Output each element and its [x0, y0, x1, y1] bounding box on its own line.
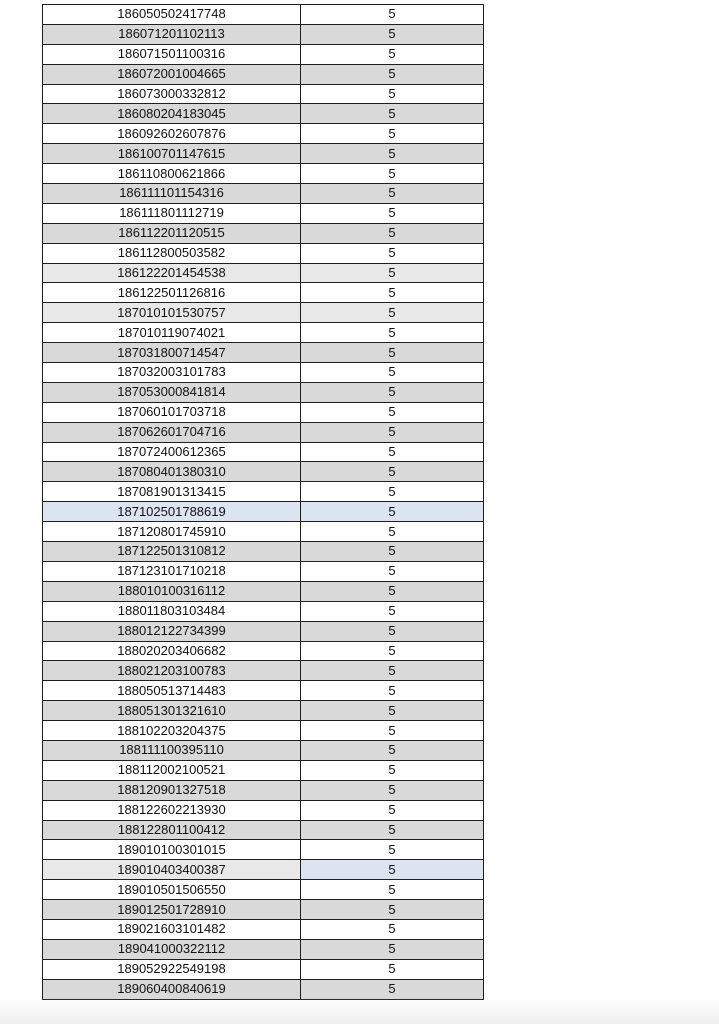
table-row — [43, 363, 484, 383]
id-cell[interactable]: 186122201454538 — [43, 263, 301, 283]
value-cell[interactable]: 5 — [301, 860, 484, 880]
table-row — [43, 263, 484, 283]
id-cell[interactable]: 188010100316112 — [43, 581, 301, 601]
table-row — [43, 442, 484, 462]
table-row — [43, 164, 484, 184]
id-cell[interactable]: 186080204183045 — [43, 104, 301, 124]
value-cell[interactable]: 5 — [301, 880, 484, 900]
table-row — [43, 919, 484, 939]
table-row — [43, 959, 484, 979]
value-cell[interactable]: 5 — [301, 84, 484, 104]
table-row — [43, 184, 484, 204]
value-cell[interactable]: 5 — [301, 442, 484, 462]
value-cell[interactable]: 5 — [301, 64, 484, 84]
table-row — [43, 721, 484, 741]
id-cell[interactable]: 188112002100521 — [43, 760, 301, 780]
id-cell[interactable]: 187102501788619 — [43, 502, 301, 522]
id-cell[interactable]: 189010100301015 — [43, 840, 301, 860]
value-cell[interactable]: 5 — [301, 959, 484, 979]
table-row — [43, 24, 484, 44]
value-cell[interactable]: 5 — [301, 641, 484, 661]
table-row — [43, 581, 484, 601]
table-row — [43, 303, 484, 323]
table-row — [43, 203, 484, 223]
id-cell[interactable]: 187010101530757 — [43, 303, 301, 323]
table-row — [43, 124, 484, 144]
id-cell[interactable]: 186071201102113 — [43, 24, 301, 44]
id-cell[interactable]: 188051301321610 — [43, 701, 301, 721]
table-row — [43, 64, 484, 84]
value-cell[interactable]: 5 — [301, 184, 484, 204]
table-row — [43, 621, 484, 641]
value-cell[interactable]: 5 — [301, 661, 484, 681]
table-row — [43, 382, 484, 402]
table-row — [43, 820, 484, 840]
table-row — [43, 780, 484, 800]
value-cell[interactable]: 5 — [301, 561, 484, 581]
value-cell[interactable]: 5 — [301, 144, 484, 164]
value-cell[interactable]: 5 — [301, 701, 484, 721]
id-cell[interactable]: 188012122734399 — [43, 621, 301, 641]
table-row — [43, 144, 484, 164]
value-cell[interactable]: 5 — [301, 24, 484, 44]
value-cell[interactable]: 5 — [301, 164, 484, 184]
value-cell[interactable]: 5 — [301, 263, 484, 283]
id-cell[interactable]: 187122501310812 — [43, 542, 301, 562]
value-cell[interactable]: 5 — [301, 800, 484, 820]
id-cell[interactable]: 187053000841814 — [43, 382, 301, 402]
id-cell[interactable]: 186112800503582 — [43, 243, 301, 263]
id-cell[interactable]: 186072001004665 — [43, 64, 301, 84]
table-row — [43, 343, 484, 363]
table-row — [43, 880, 484, 900]
value-cell[interactable]: 5 — [301, 820, 484, 840]
id-cell[interactable]: 189010501506550 — [43, 880, 301, 900]
value-cell[interactable]: 5 — [301, 104, 484, 124]
table-row — [43, 462, 484, 482]
table-row — [43, 681, 484, 701]
table-row — [43, 402, 484, 422]
value-cell[interactable]: 5 — [301, 243, 484, 263]
value-cell[interactable]: 5 — [301, 303, 484, 323]
id-cell[interactable]: 186111101154316 — [43, 184, 301, 204]
value-cell[interactable]: 5 — [301, 223, 484, 243]
value-cell[interactable]: 5 — [301, 402, 484, 422]
id-cell[interactable]: 188122602213930 — [43, 800, 301, 820]
value-cell[interactable]: 5 — [301, 900, 484, 920]
id-cell[interactable]: 188102203204375 — [43, 721, 301, 741]
value-cell[interactable]: 5 — [301, 721, 484, 741]
table-row — [43, 740, 484, 760]
value-cell[interactable]: 5 — [301, 343, 484, 363]
table-row — [43, 900, 484, 920]
id-cell[interactable]: 187062601704716 — [43, 422, 301, 442]
id-cell[interactable]: 187123101710218 — [43, 561, 301, 581]
id-cell[interactable]: 186110800621866 — [43, 164, 301, 184]
id-cell[interactable]: 188011803103484 — [43, 601, 301, 621]
table-row — [43, 840, 484, 860]
value-cell[interactable]: 5 — [301, 740, 484, 760]
value-cell[interactable]: 5 — [301, 681, 484, 701]
id-cell[interactable]: 187060101703718 — [43, 402, 301, 422]
table-row — [43, 979, 484, 999]
id-cell[interactable]: 186122501126816 — [43, 283, 301, 303]
id-cell[interactable]: 187072400612365 — [43, 442, 301, 462]
id-cell[interactable]: 186050502417748 — [43, 5, 301, 25]
value-cell[interactable]: 5 — [301, 939, 484, 959]
id-cell[interactable]: 188122801100412 — [43, 820, 301, 840]
table-row — [43, 44, 484, 64]
value-cell[interactable]: 5 — [301, 422, 484, 442]
table-row — [43, 243, 484, 263]
value-cell[interactable]: 5 — [301, 502, 484, 522]
table-row — [43, 701, 484, 721]
value-cell[interactable]: 5 — [301, 979, 484, 999]
table-row — [43, 561, 484, 581]
id-cell[interactable]: 187120801745910 — [43, 522, 301, 542]
table-row — [43, 800, 484, 820]
id-cell[interactable]: 187081901313415 — [43, 482, 301, 502]
id-cell[interactable]: 188120901327518 — [43, 780, 301, 800]
value-cell[interactable]: 5 — [301, 5, 484, 25]
page-bottom-edge — [0, 998, 719, 1024]
id-cell[interactable]: 186092602607876 — [43, 124, 301, 144]
table-row — [43, 760, 484, 780]
value-cell[interactable]: 5 — [301, 522, 484, 542]
value-cell[interactable]: 5 — [301, 581, 484, 601]
table-row — [43, 522, 484, 542]
id-cell[interactable]: 188021203100783 — [43, 661, 301, 681]
table-row — [43, 223, 484, 243]
table-row — [43, 323, 484, 343]
table-row — [43, 482, 484, 502]
id-cell[interactable]: 188020203406682 — [43, 641, 301, 661]
id-cell[interactable]: 189012501728910 — [43, 900, 301, 920]
value-cell[interactable]: 5 — [301, 462, 484, 482]
value-cell[interactable]: 5 — [301, 382, 484, 402]
value-cell[interactable]: 5 — [301, 283, 484, 303]
table-row — [43, 939, 484, 959]
id-cell[interactable]: 186073000332812 — [43, 84, 301, 104]
id-cell[interactable]: 188050513714483 — [43, 681, 301, 701]
table-row — [43, 422, 484, 442]
value-cell[interactable]: 5 — [301, 621, 484, 641]
data-table — [42, 4, 484, 1000]
table-row — [43, 502, 484, 522]
value-cell[interactable]: 5 — [301, 482, 484, 502]
id-cell[interactable]: 187010119074021 — [43, 323, 301, 343]
id-cell[interactable]: 187032003101783 — [43, 363, 301, 383]
value-cell[interactable]: 5 — [301, 542, 484, 562]
table-row — [43, 5, 484, 25]
value-cell[interactable]: 5 — [301, 601, 484, 621]
table-row — [43, 104, 484, 124]
id-cell[interactable]: 189010403400387 — [43, 860, 301, 880]
value-cell[interactable]: 5 — [301, 780, 484, 800]
value-cell[interactable]: 5 — [301, 323, 484, 343]
value-cell[interactable]: 5 — [301, 919, 484, 939]
table-row — [43, 542, 484, 562]
value-cell[interactable]: 5 — [301, 44, 484, 64]
id-cell[interactable]: 189041000322112 — [43, 939, 301, 959]
table-row — [43, 601, 484, 621]
id-cell[interactable]: 189052922549198 — [43, 959, 301, 979]
id-cell[interactable]: 186111801112719 — [43, 203, 301, 223]
id-cell[interactable]: 187031800714547 — [43, 343, 301, 363]
table-row — [43, 283, 484, 303]
table-row — [43, 661, 484, 681]
table-row — [43, 641, 484, 661]
table-row — [43, 860, 484, 880]
id-cell[interactable]: 187080401380310 — [43, 462, 301, 482]
value-cell[interactable]: 5 — [301, 203, 484, 223]
id-cell[interactable]: 189021603101482 — [43, 919, 301, 939]
id-cell[interactable]: 186071501100316 — [43, 44, 301, 64]
id-cell[interactable]: 189060400840619 — [43, 979, 301, 999]
value-cell[interactable]: 5 — [301, 840, 484, 860]
value-cell[interactable]: 5 — [301, 124, 484, 144]
data-table-body — [43, 5, 484, 1000]
id-cell[interactable]: 188111100395110 — [43, 740, 301, 760]
table-row — [43, 84, 484, 104]
id-cell[interactable]: 186112201120515 — [43, 223, 301, 243]
value-cell[interactable]: 5 — [301, 760, 484, 780]
value-cell[interactable]: 5 — [301, 363, 484, 383]
id-cell[interactable]: 186100701147615 — [43, 144, 301, 164]
